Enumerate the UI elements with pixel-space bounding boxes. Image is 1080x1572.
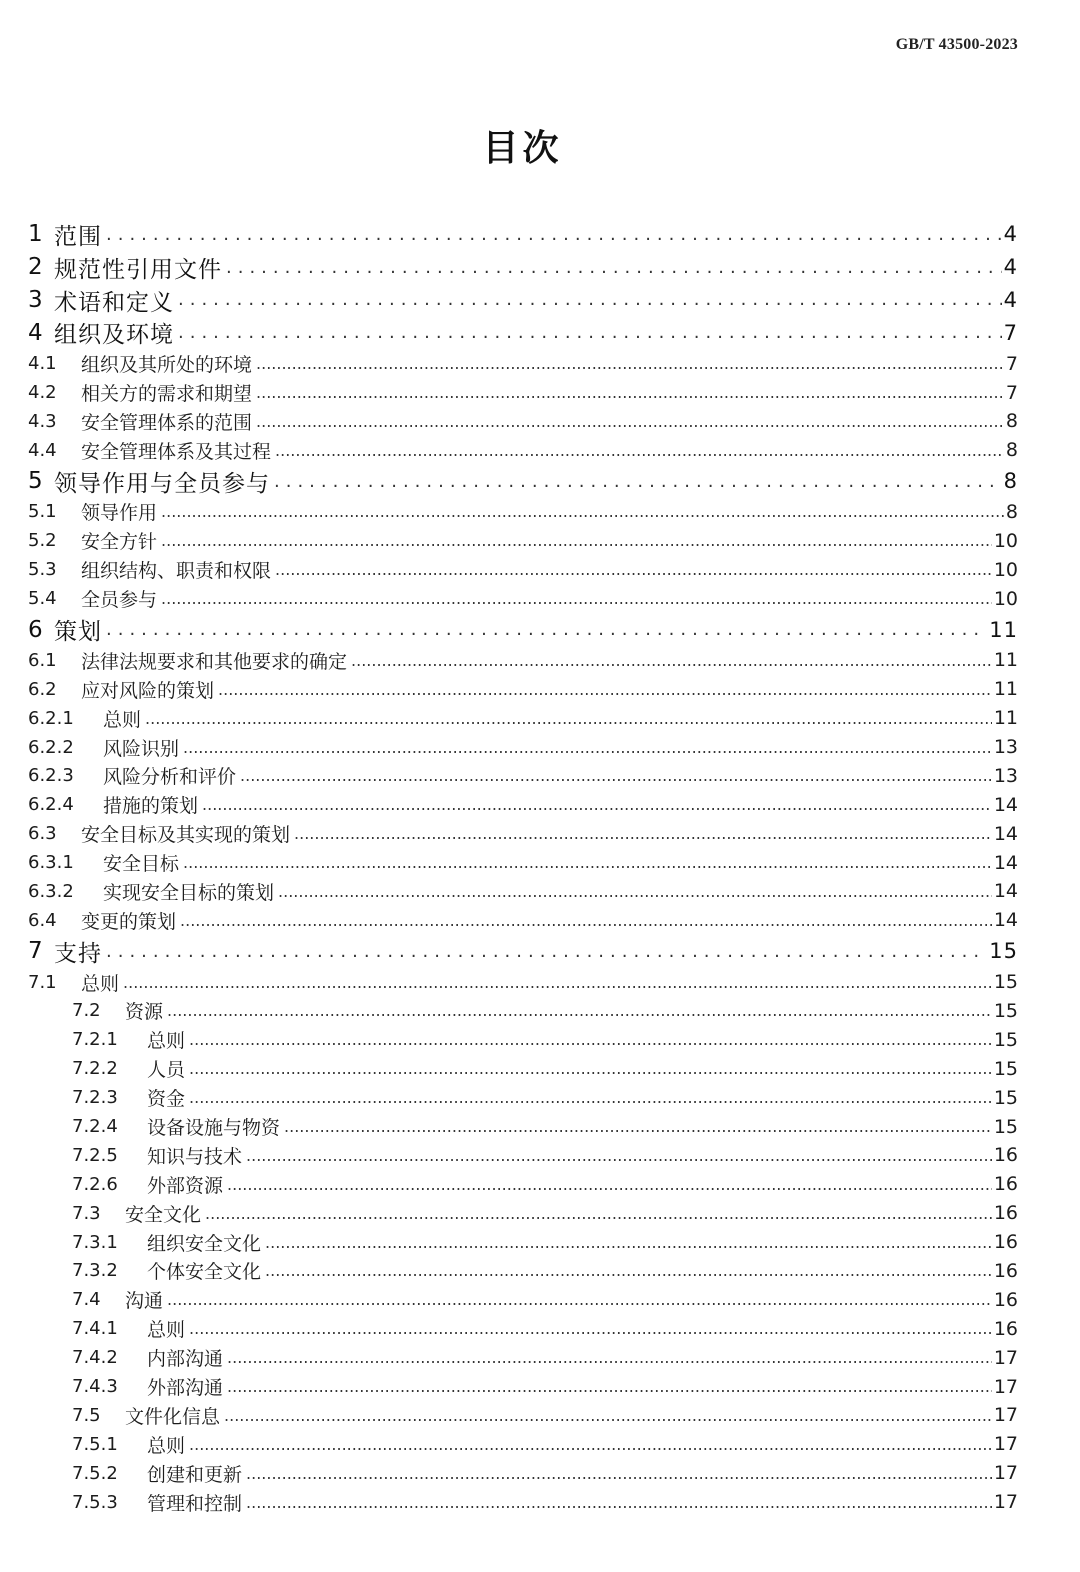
dot-leader — [183, 853, 992, 872]
toc-entry-title: 组织结构、职责和权限 — [81, 560, 272, 583]
toc-entry-page-number: 15 — [993, 1115, 1018, 1138]
toc-entry[interactable] — [28, 498, 1018, 527]
toc-entry[interactable] — [28, 1459, 1018, 1488]
dot-leader — [294, 824, 992, 843]
toc-entry-number: 5.3 — [28, 559, 57, 581]
toc-entry-title: 总则 — [81, 972, 120, 995]
toc-entry-page-number: 10 — [993, 587, 1018, 610]
toc-entry-page-number: 13 — [993, 764, 1018, 787]
toc-entry-number: 7.5.2 — [72, 1462, 118, 1484]
dot-leader — [189, 1319, 992, 1338]
toc-entry-page-number: 8 — [1005, 439, 1018, 462]
dot-leader — [284, 1117, 992, 1136]
dot-leader — [256, 354, 1004, 373]
toc-entry-title: 组织及其所处的环境 — [81, 354, 253, 377]
dot-leader — [246, 1464, 992, 1483]
toc-entry-page-number: 15 — [993, 1057, 1018, 1080]
toc-entry-number: 7.3.1 — [72, 1231, 118, 1253]
toc-entry-number: 1 — [28, 221, 44, 248]
toc-entry-page-number: 16 — [993, 1231, 1018, 1254]
toc-entry-number: 6.2.2 — [28, 736, 74, 758]
toc-entry[interactable] — [28, 1054, 1018, 1083]
toc-entry-title: 安全目标及其实现的策划 — [81, 824, 291, 847]
toc-entry[interactable] — [28, 790, 1018, 819]
toc-entry-title: 总则 — [147, 1434, 186, 1457]
toc-entry-page-number: 17 — [993, 1462, 1018, 1485]
dot-leader — [106, 941, 987, 962]
toc-entry-title: 安全管理体系及其过程 — [81, 440, 272, 463]
toc-entry[interactable] — [28, 733, 1018, 762]
toc-entry-page-number: 8 — [1003, 469, 1018, 494]
toc-entry-number: 3 — [28, 286, 44, 313]
toc-entry[interactable] — [28, 378, 1018, 407]
toc-entry[interactable] — [28, 251, 1018, 284]
toc-entry-title: 外部资源 — [147, 1174, 224, 1197]
toc-entry-title: 设备设施与物资 — [147, 1117, 281, 1139]
toc-entry-number: 4.2 — [28, 382, 57, 404]
toc-entry[interactable] — [28, 848, 1018, 877]
dot-leader — [161, 589, 992, 608]
toc-entry-page-number: 14 — [993, 909, 1018, 932]
toc-entry-page-number: 10 — [993, 529, 1018, 552]
toc-entry-title: 应对风险的策划 — [81, 679, 215, 702]
dot-leader — [227, 1175, 992, 1194]
toc-entry[interactable] — [28, 349, 1018, 378]
dot-leader — [256, 412, 1004, 431]
toc-entry-title: 文件化信息 — [125, 1405, 221, 1428]
toc-entry-title: 措施的策划 — [103, 795, 199, 818]
toc-entry-number: 7.4.2 — [72, 1347, 118, 1369]
toc-entry-number: 6.2 — [28, 678, 57, 700]
toc-entry[interactable] — [28, 1343, 1018, 1372]
dot-leader — [246, 1146, 992, 1165]
toc-entry-number: 7.2.3 — [72, 1087, 118, 1109]
toc-entry-number: 6.3.2 — [28, 880, 74, 902]
toc-entry[interactable] — [28, 968, 1018, 997]
standard-code: GB/T 43500-2023 — [895, 36, 1018, 53]
toc-entry-number: 7.2.2 — [72, 1058, 118, 1080]
toc-entry[interactable] — [28, 1430, 1018, 1459]
toc-entry-title: 资金 — [147, 1088, 186, 1111]
toc-entry-page-number: 4 — [1003, 222, 1018, 247]
toc-entry-number: 4.1 — [28, 353, 57, 375]
toc-entry-page-number: 7 — [1003, 320, 1018, 345]
page-title: 目次 — [482, 128, 563, 169]
dot-leader — [178, 289, 1002, 310]
toc-entry-number: 6.2.1 — [28, 707, 74, 729]
toc-entry-title: 术语和定义 — [54, 289, 174, 316]
toc-entry-number: 7.3.2 — [72, 1260, 118, 1282]
dot-leader — [167, 1001, 992, 1020]
toc-entry-page-number: 11 — [993, 707, 1018, 730]
toc-entry-page-number: 16 — [993, 1288, 1018, 1311]
toc-entry-page-number: 15 — [993, 999, 1018, 1022]
toc-entry-title: 总则 — [147, 1030, 186, 1053]
toc-entry-number: 4 — [28, 319, 44, 346]
toc-entry-page-number: 14 — [993, 822, 1018, 845]
dot-leader — [189, 1088, 992, 1107]
dot-leader — [227, 1348, 992, 1367]
toc-entry-number: 2 — [28, 254, 44, 281]
toc-entry[interactable] — [28, 1228, 1018, 1257]
toc-entry-number: 5.4 — [28, 588, 57, 610]
toc-entry-page-number: 14 — [993, 880, 1018, 903]
toc-entry-page-number: 16 — [993, 1259, 1018, 1282]
toc-entry-title: 总则 — [147, 1319, 186, 1342]
dot-leader — [123, 973, 992, 992]
toc-entry[interactable] — [28, 1401, 1018, 1430]
toc-entry-number: 4.3 — [28, 410, 57, 432]
toc-entry-number: 7.5.3 — [72, 1491, 118, 1513]
toc-entry[interactable] — [28, 1314, 1018, 1343]
dot-leader — [189, 1059, 992, 1078]
toc-entry-page-number: 11 — [993, 678, 1018, 701]
toc-entry-title: 规范性引用文件 — [54, 256, 222, 283]
toc-entry[interactable] — [28, 407, 1018, 436]
toc-entry-title: 资源 — [125, 1001, 164, 1024]
dot-leader — [189, 1030, 992, 1049]
toc-entry-number: 6.2.4 — [28, 794, 74, 816]
dot-leader — [278, 882, 992, 901]
toc-entry[interactable] — [28, 997, 1018, 1026]
dot-leader — [106, 224, 1002, 245]
toc-entry[interactable] — [28, 1285, 1018, 1314]
toc-entry-title: 领导作用与全员参与 — [54, 470, 270, 497]
toc-entry-number: 6.4 — [28, 909, 57, 931]
toc-entry-page-number: 7 — [1005, 381, 1018, 404]
toc-entry[interactable] — [28, 613, 1018, 646]
toc-entry[interactable] — [28, 1170, 1018, 1199]
toc-entry[interactable] — [28, 1083, 1018, 1112]
dot-leader — [226, 257, 1002, 278]
dot-leader — [351, 651, 992, 670]
toc-entry-number: 6.1 — [28, 649, 57, 671]
toc-entry-number: 7 — [28, 938, 44, 965]
toc-entry-page-number: 16 — [993, 1202, 1018, 1225]
toc-entry[interactable] — [28, 526, 1018, 555]
toc-entry[interactable] — [28, 584, 1018, 613]
toc-entry[interactable] — [28, 935, 1018, 968]
toc-entry-number: 7.2.1 — [72, 1029, 118, 1051]
toc-entry-page-number: 7 — [1005, 352, 1018, 375]
dot-leader — [178, 322, 1002, 343]
dot-leader — [265, 1261, 992, 1280]
toc-entry-title: 个体安全文化 — [147, 1261, 262, 1284]
toc-entry-title: 领导作用 — [81, 502, 158, 525]
toc-entry-page-number: 4 — [1003, 255, 1018, 280]
toc-entry-page-number: 17 — [993, 1404, 1018, 1427]
toc-entry-number: 7.4.3 — [72, 1376, 118, 1398]
dot-leader — [161, 502, 1004, 521]
toc-entry[interactable] — [28, 906, 1018, 935]
toc-entry-page-number: 13 — [993, 736, 1018, 759]
toc-entry-page-number: 15 — [989, 939, 1018, 964]
toc-entry-title: 组织安全文化 — [147, 1232, 262, 1255]
dot-leader — [227, 1377, 992, 1396]
toc-entry-number: 6.2.3 — [28, 765, 74, 787]
toc-entry[interactable] — [28, 316, 1018, 349]
toc-entry[interactable] — [28, 436, 1018, 465]
dot-leader — [205, 1204, 992, 1223]
toc-entry[interactable] — [28, 1025, 1018, 1054]
toc-entry-title: 安全目标 — [103, 853, 180, 876]
toc-entry-number: 7.2 — [72, 1000, 101, 1022]
toc-entry-page-number: 11 — [993, 649, 1018, 672]
toc-entry-page-number: 17 — [993, 1433, 1018, 1456]
toc-entry[interactable] — [28, 675, 1018, 704]
toc-entry-number: 7.2.5 — [72, 1144, 118, 1166]
toc-entry-number: 6.3.1 — [28, 852, 74, 874]
toc-entry[interactable] — [28, 877, 1018, 906]
toc-entry-page-number: 15 — [993, 1086, 1018, 1109]
toc-entry-title: 沟通 — [125, 1290, 164, 1313]
dot-leader — [145, 709, 992, 728]
toc-entry[interactable] — [28, 555, 1018, 584]
dot-leader — [246, 1493, 992, 1512]
toc-entry-page-number: 16 — [993, 1144, 1018, 1167]
dot-leader — [202, 795, 992, 814]
toc-entry-title: 变更的策划 — [81, 910, 177, 933]
toc-entry-title: 创建和更新 — [147, 1463, 243, 1486]
toc-entry-title: 总则 — [103, 708, 142, 731]
toc-entry-title: 组织及环境 — [54, 322, 174, 349]
toc-entry-title: 外部沟通 — [147, 1377, 224, 1400]
toc-entry[interactable] — [28, 1199, 1018, 1228]
toc-entry-number: 6.3 — [28, 823, 57, 845]
toc-entry-title: 法律法规要求和其他要求的确定 — [81, 650, 348, 673]
dot-leader — [275, 441, 1004, 460]
dot-leader — [189, 1435, 992, 1454]
toc-entry-number: 7.2.4 — [72, 1116, 118, 1137]
toc-entry-number: 7.4.1 — [72, 1318, 118, 1340]
dot-leader — [265, 1233, 992, 1252]
dot-leader — [240, 766, 992, 785]
dot-leader — [275, 560, 992, 579]
dot-leader — [180, 911, 992, 930]
toc-entry-title: 策划 — [54, 619, 102, 646]
toc-entry[interactable] — [28, 1488, 1018, 1517]
dot-leader — [161, 531, 992, 550]
toc-entry-title: 安全文化 — [125, 1203, 202, 1226]
toc-entry-page-number: 17 — [993, 1346, 1018, 1369]
toc-entry[interactable] — [28, 646, 1018, 675]
toc-entry[interactable] — [28, 704, 1018, 733]
toc-entry[interactable] — [28, 1141, 1018, 1170]
toc-entry-title: 安全方针 — [81, 531, 158, 554]
toc-entry-number: 7.1 — [28, 971, 57, 993]
toc-entry-title: 全员参与 — [81, 589, 158, 612]
toc-entry-page-number: 17 — [993, 1491, 1018, 1514]
toc-entry-page-number: 17 — [993, 1375, 1018, 1398]
toc-entry-page-number: 14 — [993, 851, 1018, 874]
toc-entry-number: 7.5.1 — [72, 1433, 118, 1455]
dot-leader — [183, 738, 992, 757]
toc-entry-title: 风险识别 — [103, 737, 180, 760]
dot-leader — [167, 1290, 992, 1309]
toc-entry[interactable] — [28, 1372, 1018, 1401]
toc-entry-page-number: 16 — [993, 1317, 1018, 1340]
dot-leader — [218, 680, 992, 699]
toc-entry-title: 人员 — [147, 1059, 186, 1082]
toc-entry-title: 范围 — [54, 223, 102, 250]
dot-leader — [274, 471, 1002, 492]
toc-entry[interactable] — [28, 284, 1018, 317]
toc-entry-number: 5 — [28, 468, 44, 495]
toc-entry-title: 风险分析和评价 — [103, 766, 237, 789]
dot-leader — [106, 619, 987, 640]
toc-entry[interactable] — [28, 1257, 1018, 1286]
toc-entry-title: 内部沟通 — [147, 1348, 224, 1371]
toc-entry-page-number: 15 — [993, 971, 1018, 994]
toc-entry-number: 7.2.6 — [72, 1173, 118, 1195]
toc-entry-page-number: 15 — [993, 1028, 1018, 1051]
toc-entry-title: 相关方的需求和期望 — [81, 383, 253, 406]
toc-entry-number: 5.1 — [28, 501, 57, 523]
toc-entry-number: 6 — [28, 616, 44, 643]
toc-entry[interactable] — [28, 1112, 1018, 1141]
toc-entry-page-number: 14 — [993, 793, 1018, 816]
toc-entry-number: 7.3 — [72, 1202, 101, 1224]
table-of-contents — [28, 218, 1018, 1517]
toc-entry[interactable] — [28, 761, 1018, 790]
toc-entry-number: 7.4 — [72, 1289, 101, 1311]
toc-entry-title: 知识与技术 — [147, 1145, 243, 1168]
toc-entry-number: 7.5 — [72, 1404, 101, 1426]
toc-entry-page-number: 10 — [993, 558, 1018, 581]
dot-leader — [224, 1406, 992, 1425]
toc-entry-title: 支持 — [54, 940, 102, 967]
dot-leader — [256, 383, 1004, 402]
toc-entry[interactable] — [28, 218, 1018, 251]
toc-entry-number: 5.2 — [28, 530, 57, 552]
toc-entry-page-number: 16 — [993, 1173, 1018, 1196]
toc-entry[interactable] — [28, 819, 1018, 848]
toc-entry-page-number: 4 — [1003, 287, 1018, 312]
toc-entry-page-number: 8 — [1005, 410, 1018, 433]
toc-entry-page-number: 8 — [1005, 500, 1018, 523]
toc-entry-title: 安全管理体系的范围 — [81, 411, 253, 434]
toc-entry-number: 4.4 — [28, 439, 57, 461]
toc-entry-title: 实现安全目标的策划 — [103, 881, 275, 904]
toc-entry-page-number: 11 — [989, 617, 1018, 642]
toc-entry-title: 管理和控制 — [147, 1492, 243, 1515]
toc-entry[interactable] — [28, 465, 1018, 498]
